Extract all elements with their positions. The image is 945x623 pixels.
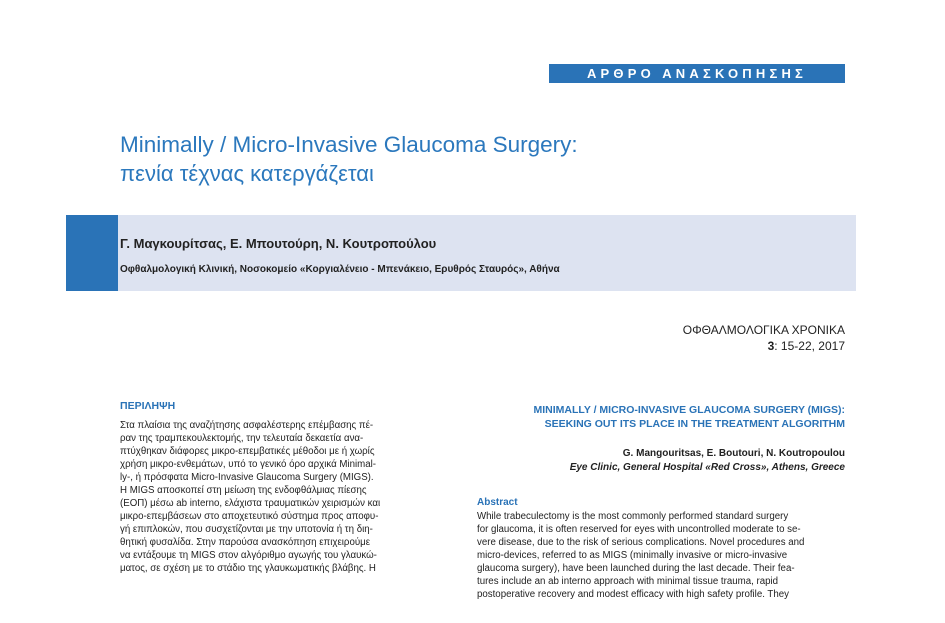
author-band-accent: [66, 215, 118, 291]
journal-name: ΟΦΘΑΛΜΟΛΟΓΙΚΑ ΧΡΟΝΙΚΑ: [682, 323, 845, 337]
summary-text: [120, 419, 438, 575]
title-line-2: πενία τέχνας κατεργάζεται: [120, 161, 374, 186]
summary-line: γή επιπλοκών, που συσχετίζονται με την υποτονία ή τη διη-: [120, 524, 373, 535]
journal-volume-line: [683, 338, 845, 354]
abstract-line: for glaucoma, it is often reserved for eyes with uncontrolled moderate to se-: [477, 524, 801, 535]
affiliation: Οφθαλμολογική Κλινική, Νοσοκομείο «Κοργιαλένειο - Μπενάκειο, Ερυθρός Σταυρός», Αθήνα: [120, 264, 560, 275]
english-title-line-2: SEEKING OUT ITS PLACE IN THE TREATMENT ALGORITHM: [544, 417, 845, 430]
authors: Γ. Μαγκουρίτσας, Ε. Μπουτούρη, Ν. Κουτροπούλου: [120, 236, 437, 251]
abstract-text: [477, 510, 847, 601]
summary-line: μικρο-επεμβάσεων στο αποχετευτικό σύστημα προς αποφυ-: [120, 511, 379, 522]
abstract-line: postoperative recovery and modest efficacy with high safety profile. They: [477, 589, 789, 600]
abstract-line: vere disease, due to the risk of serious complications. Novel procedures and: [477, 537, 805, 548]
abstract-line: glaucoma surgery), have been launched during the last decade. Their fea-: [477, 563, 795, 574]
summary-line: ματος, σε σχέση με το στάδιο της γλαυκωματικής βλάβης. Η: [120, 563, 376, 574]
summary-line: ly-, ή πρόσφατα Micro-Invasive Glaucoma Surgery (MIGS).: [120, 472, 374, 483]
summary-line: θητική φυσαλίδα. Στην παρούσα ανασκόπηση επιχειρούμε: [120, 537, 371, 548]
journal-pages-year: : 15-22, 2017: [774, 339, 845, 353]
journal-volume: 3: [767, 339, 775, 353]
summary-line: Η MIGS αποσκοπεί στη μείωση της ενδοφθάλμιας πίεσης: [120, 485, 367, 496]
english-affiliation: Eye Clinic, General Hospital «Red Cross», Athens, Greece: [569, 461, 845, 473]
english-byline: [570, 447, 845, 474]
english-title-line-1: MINIMALLY / MICRO-INVASIVE GLAUCOMA SURGERY (MIGS):: [533, 404, 845, 416]
summary-line: (ΕΟΠ) μέσω ab interno, ελάχιστα τραυματικών χειρισμών και: [120, 498, 381, 509]
abstract-line: micro-devices, referred to as MIGS (minimally invasive or micro-invasive: [477, 550, 788, 561]
title-line-1: Minimally / Micro-Invasive Glaucoma Surgery:: [120, 132, 578, 157]
abstract-line: While trabeculectomy is the most commonly performed standard surgery: [477, 511, 789, 522]
summary-line: Στα πλαίσια της αναζήτησης ασφαλέστερης επέμβασης πέ-: [120, 420, 374, 431]
abstract-line: tures include an ab interno approach with minimal tissue trauma, rapid: [477, 576, 779, 587]
abstract-heading: Abstract: [477, 497, 518, 508]
summary-line: πτύχθηκαν διάφορες μικρο-επεμβατικές μέθοδοι με ή χωρίς: [120, 446, 375, 457]
summary-line: χρήση μικρο-ενθεμάτων, υπό το γενικό όρο αρχικά Minimal-: [120, 459, 377, 470]
summary-line: να εντάξουμε τη MIGS στον αλγόριθμο αγωγής του γλαυκώ-: [120, 550, 377, 561]
summary-line: ραν της τραμπεκουλεκτομής, την τελευταία δεκαετία ανα-: [120, 433, 364, 444]
article-title: [120, 130, 820, 188]
summary-heading: ΠΕΡΙΛΗΨΗ: [120, 400, 176, 412]
english-title: [465, 404, 845, 431]
author-band: [66, 215, 856, 291]
article-type-badge: ΑΡΘΡΟ ΑΝΑΣΚΟΠΗΣΗΣ: [549, 64, 845, 83]
english-authors: G. Mangouritsas, E. Boutouri, N. Koutropoulou: [622, 448, 845, 459]
journal-citation: [683, 322, 845, 354]
